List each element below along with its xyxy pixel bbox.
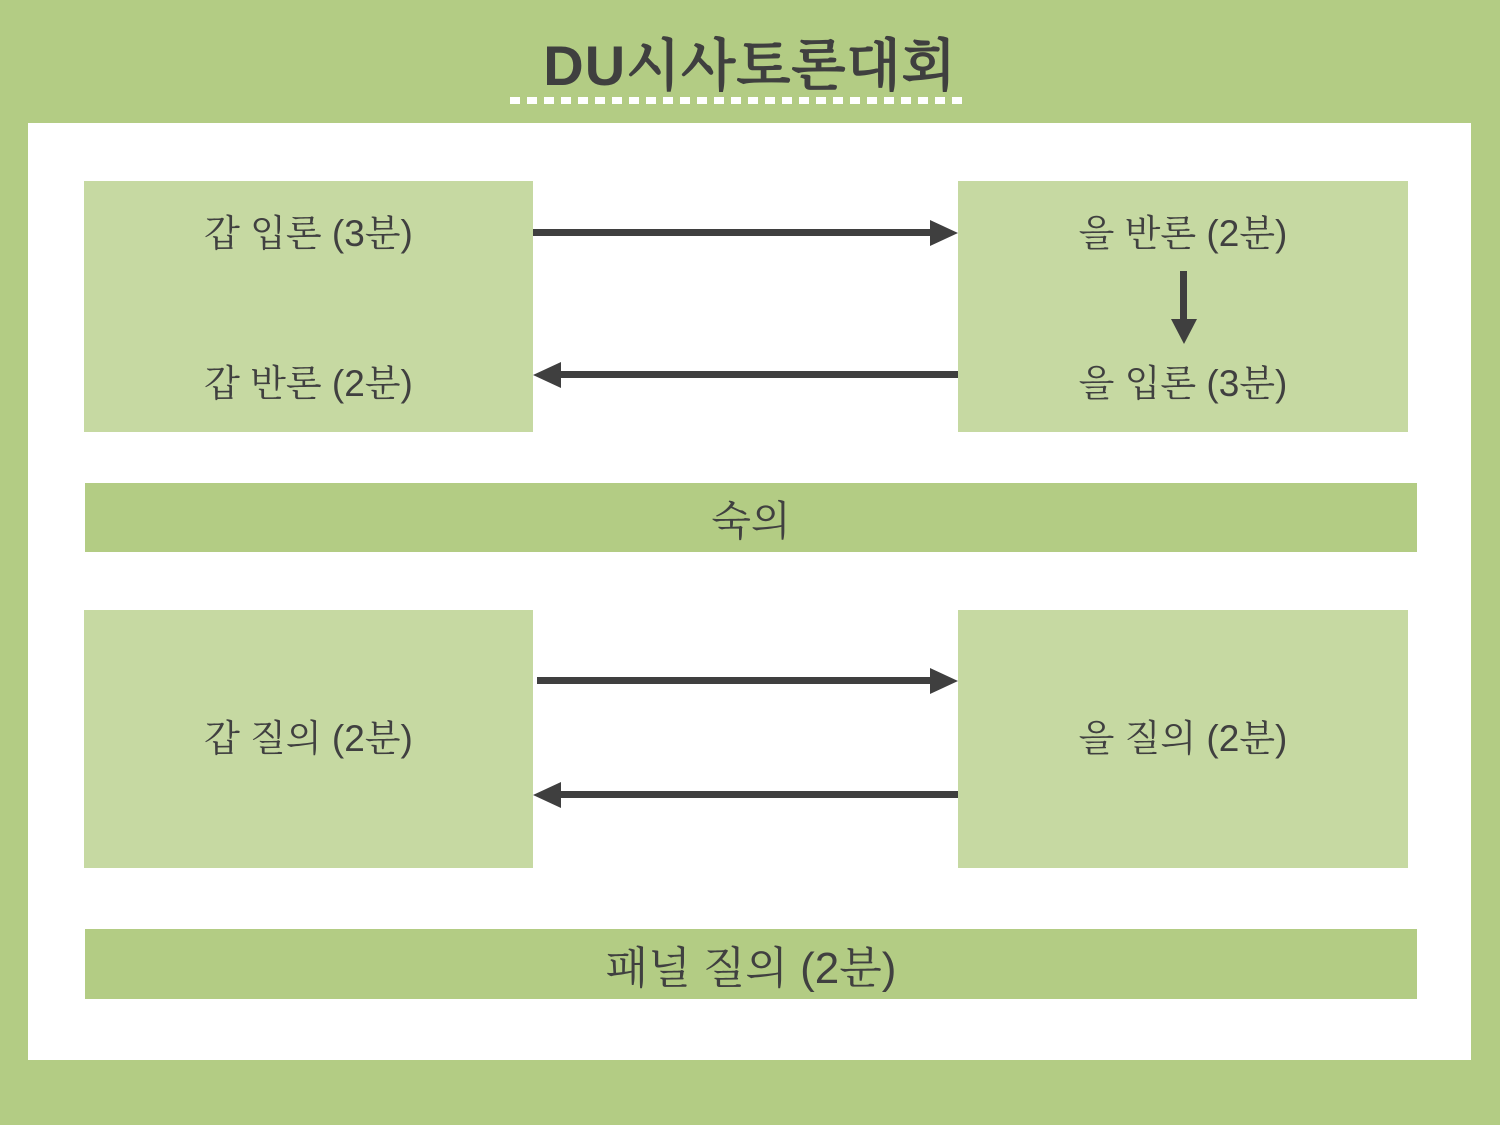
deliberation-bar	[85, 483, 1417, 552]
page-title: DU시사토론대회	[543, 34, 957, 97]
label-gap-ipron: 갑 입론 (3분)	[204, 213, 413, 254]
arrow-left-icon	[561, 791, 958, 798]
box-eul-questions	[958, 610, 1408, 868]
arrow-right-icon	[533, 229, 930, 236]
label-eul-jilui: 을 질의 (2분)	[1078, 717, 1288, 759]
label-eul-ipron: 을 입론 (3분)	[1078, 362, 1288, 404]
box-gap-questions	[84, 610, 533, 868]
label-gap-jilui: 갑 질의 (2분)	[204, 717, 413, 759]
arrow-right-icon	[537, 677, 930, 684]
label-gap-banron: 갑 반론 (2분)	[204, 362, 413, 404]
arrow-down-icon	[1180, 271, 1187, 319]
box-gap-statements	[84, 181, 533, 432]
panel-question-bar	[85, 929, 1417, 999]
title-underline-dashes	[510, 97, 965, 104]
title-block	[0, 0, 1500, 102]
panel-question-label: 패널 질의 (2분)	[605, 944, 897, 993]
label-eul-banron: 을 반론 (2분)	[1078, 213, 1288, 254]
arrow-left-icon	[561, 371, 958, 378]
deliberation-label: 숙의	[711, 498, 791, 544]
